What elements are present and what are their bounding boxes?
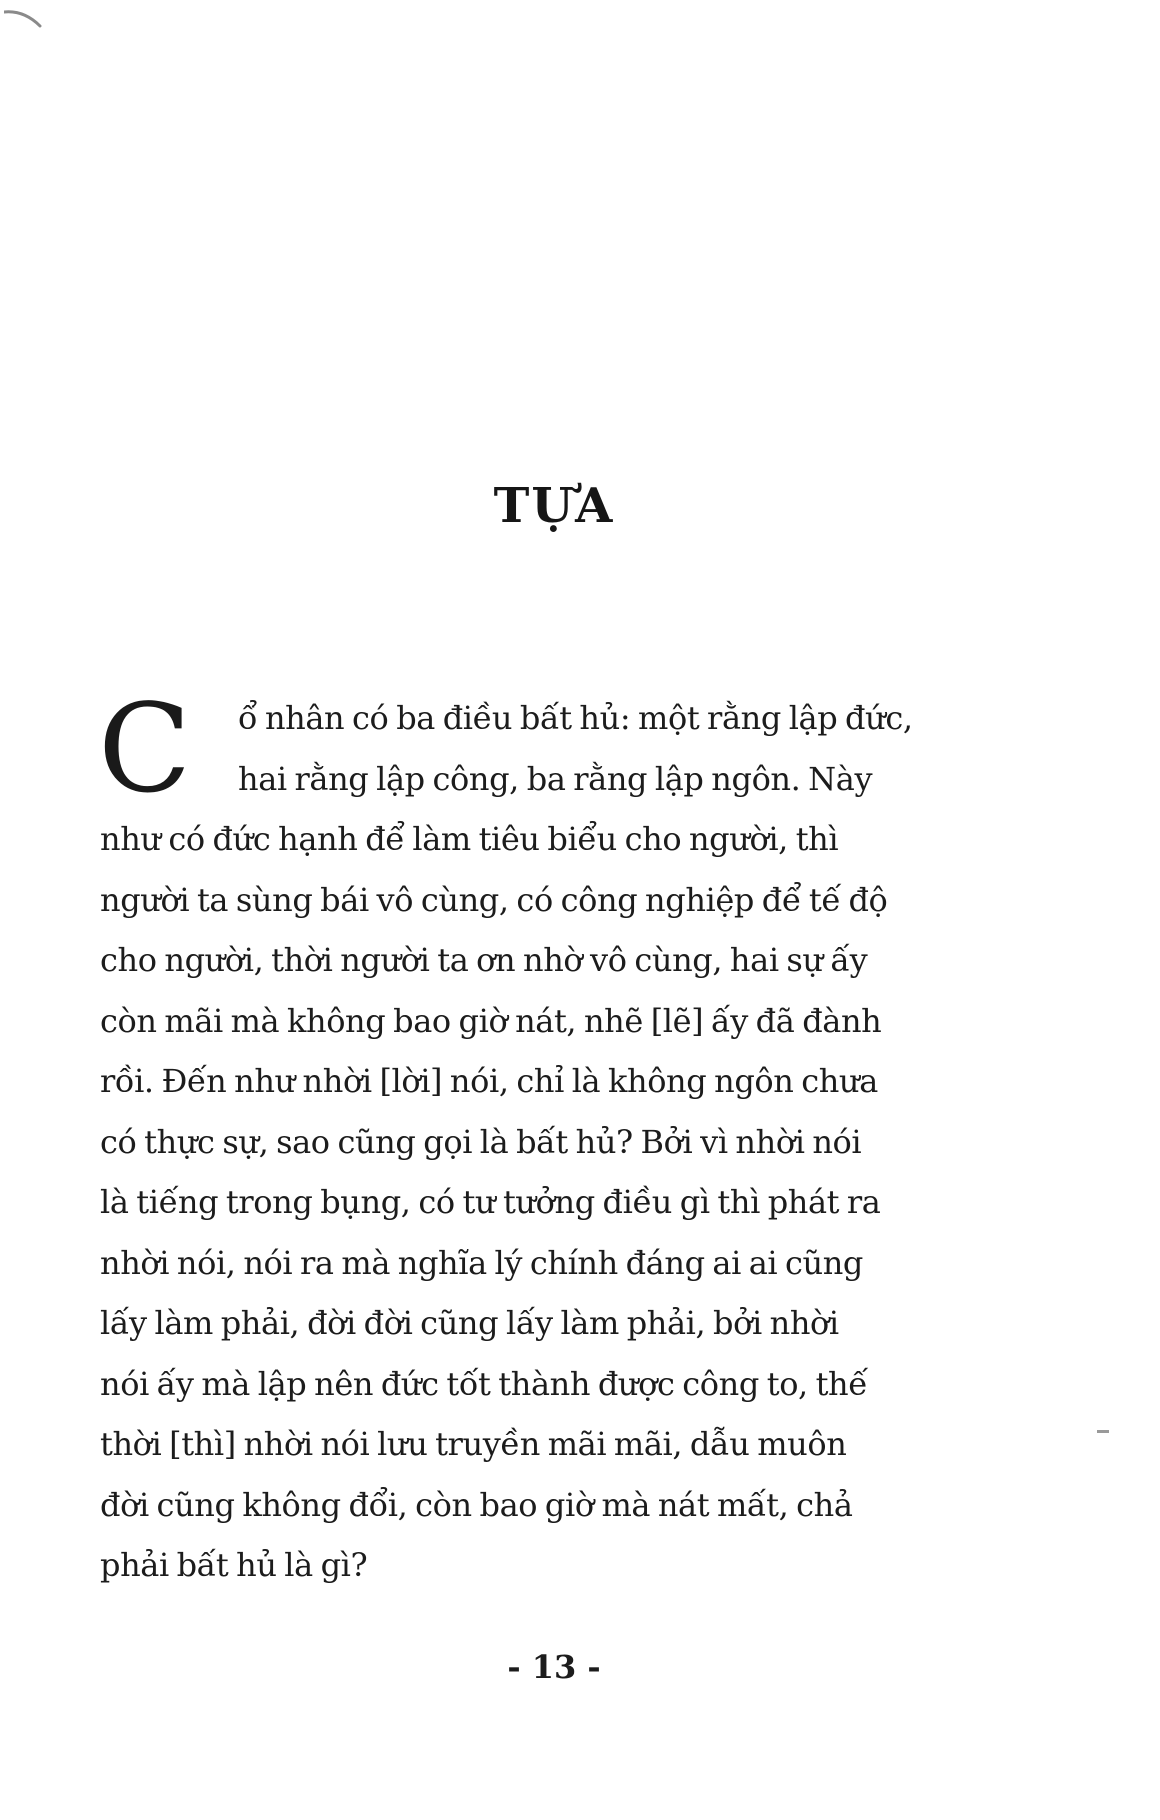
page-number: - 13 - <box>507 1648 601 1686</box>
text-line: đời cũng không đổi, còn bao giờ mà nát mất, chả <box>100 1485 853 1524</box>
text-line: lấy làm phải, đời đời cũng lấy làm phải, bởi nhời <box>100 1304 839 1342</box>
text-line: hai rằng lập công, ba rằng lập ngôn. Này <box>238 759 873 798</box>
text-line: thời [thì] nhời nói lưu truyền mãi mãi, dẫu muôn <box>100 1425 847 1463</box>
text-line: cho người, thời người ta ơn nhờ vô cùng, hai sự ấy <box>100 941 868 979</box>
drop-cap: C <box>98 678 192 820</box>
chapter-title: TỰA <box>493 478 615 534</box>
text-line: rồi. Đến như nhời [lời] nói, chỉ là không ngôn chưa <box>100 1062 878 1100</box>
text-line: có thực sự, sao cũng gọi là bất hủ? Bởi vì nhời nói <box>100 1122 862 1161</box>
text-line: phải bất hủ là gì? <box>100 1546 368 1584</box>
text-line: người ta sùng bái vô cùng, có công nghiệp để tế độ <box>100 880 888 919</box>
text-line: như có đức hạnh để làm tiêu biểu cho người, thì <box>100 820 839 858</box>
page-corner-mark <box>4 8 46 34</box>
preface-text <box>98 678 1000 1596</box>
text-line: ổ nhân có ba điều bất hủ: một rằng lập đức, <box>238 699 913 737</box>
text-line: nói ấy mà lập nên đức tốt thành được công to, thế <box>100 1364 868 1403</box>
scan-edge-mark <box>1097 1430 1109 1433</box>
text-line: nhời nói, nói ra mà nghĩa lý chính đáng ai ai cũng <box>100 1243 864 1282</box>
text-line: là tiếng trong bụng, có tư tưởng điều gì thì phát ra <box>100 1183 881 1221</box>
text-line: còn mãi mà không bao giờ nát, nhẽ [lẽ] ấy đã đành <box>100 1001 882 1040</box>
